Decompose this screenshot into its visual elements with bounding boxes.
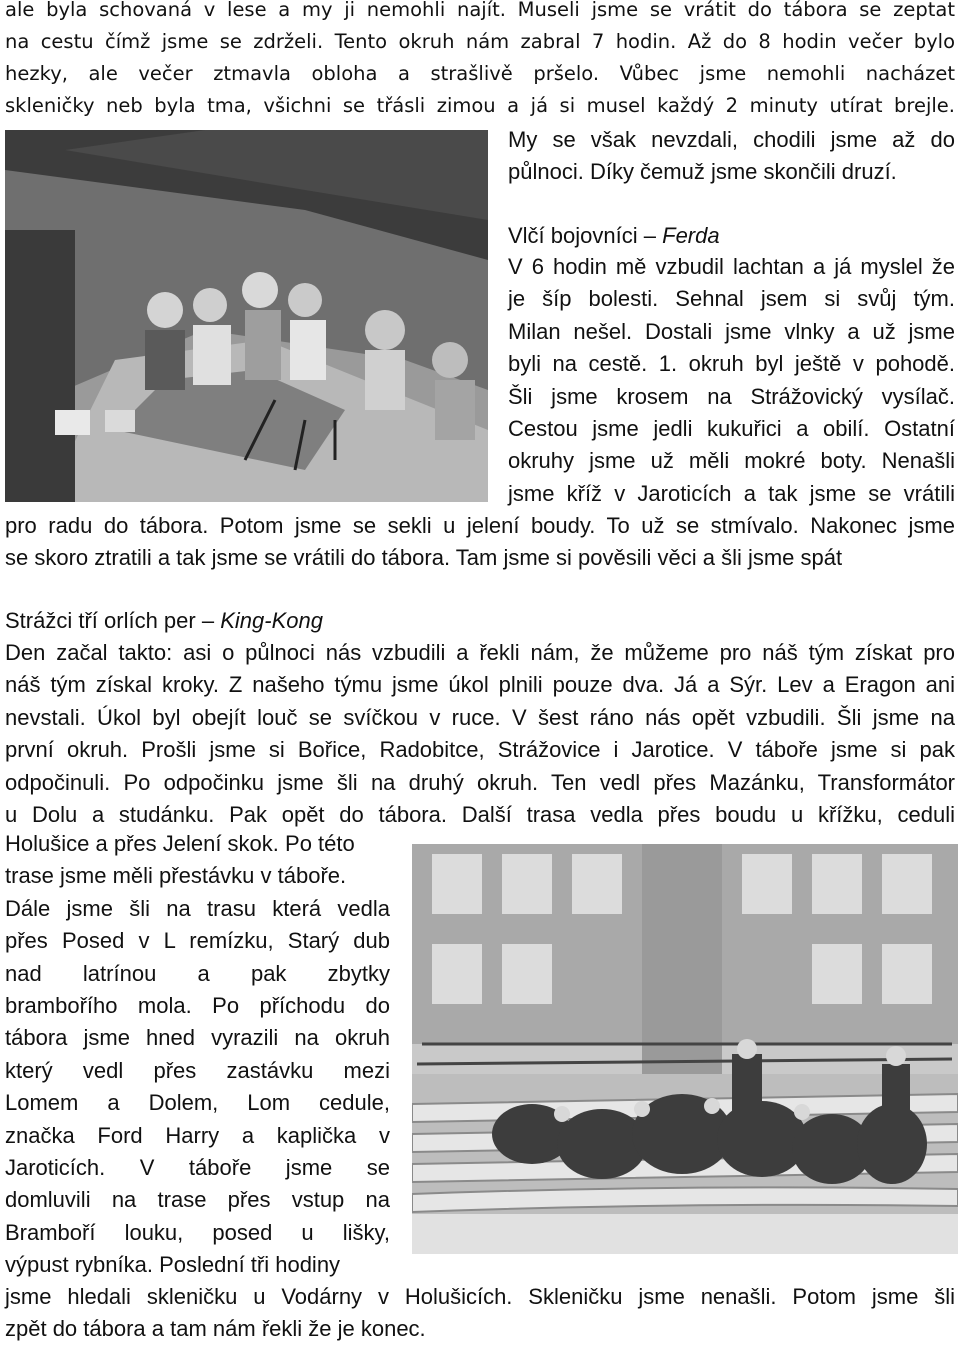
text-line: Cestou jsme jedli kukuřici a obilí. Ostatní: [508, 416, 955, 442]
text-line: Bramboří louku, posed u lišky,: [5, 1219, 390, 1245]
text-line: trase jsme měli přestávku v táboře.: [5, 863, 347, 889]
tent-photo: [5, 130, 488, 502]
text-line: skleničky neb byla tma, všichni se třásli zimou a já si musel každý 2 minuty utírat brejle.: [5, 94, 955, 117]
text-line: který vedl přes zastávku mezi: [5, 1057, 390, 1083]
text-line: jsme hledali skleničku u Vodárny v Holušicích. Skleničku jsme nenašli. Potom jsme šli: [5, 1284, 955, 1309]
text-line: zpět do tábora a tam nám řekli že je konec.: [5, 1316, 426, 1342]
text-line: Jaroticích. V táboře jsme se: [5, 1155, 390, 1181]
text-line: Šli jsme krosem na Strážovický vysílač.: [508, 383, 955, 409]
text-line: nad latrínou a pak zbytky: [5, 960, 390, 986]
text-line: okruhy jsme už měli mokré boty. Nenašli: [508, 448, 955, 474]
text-line: byli na cestě. 1. okruh byl ještě v pohodě.: [508, 351, 955, 377]
stairs-photo: [412, 844, 958, 1254]
text-line: Holušice a přes Jelení skok. Po této: [5, 831, 355, 856]
side-paragraph: [508, 251, 955, 510]
text-line: se skoro ztratili a tak jsme se vrátili do tábora. Tam jsme si pověsili věci a šli jsme spát: [5, 545, 843, 571]
text-line: Den začal takto: asi o půlnoci nás vzbudili a řekli nám, že můžeme pro náš tým získat pro: [5, 640, 955, 665]
text-line: Milan nešel. Dostali jsme vlnky a už jsme: [508, 318, 955, 344]
team-leader: Ferda: [662, 223, 720, 248]
text-line: pro radu do tábora. Potom jsme se sekli u jelení boudy. To už se stmívalo. Nakonec jsme: [5, 513, 955, 538]
full-paragraph: [5, 637, 955, 831]
text-line: tábora jsme hned vyrazili na okruh: [5, 1025, 390, 1051]
team-leader: King-Kong: [220, 608, 323, 633]
text-line: jsme kříž v Jaroticích a tak jsme se vrátili: [508, 480, 955, 506]
full-paragraph: [5, 510, 955, 575]
text-line: brambořího mola. Po příchodu do: [5, 993, 390, 1019]
side-paragraph: [5, 828, 390, 1282]
heading-dash: –: [201, 608, 215, 633]
text-line: Lomem a Dolem, Lom cedule,: [5, 1090, 390, 1116]
side-paragraph: [508, 124, 955, 189]
text-line: Dále jsme šli na trasu která vedla: [5, 895, 390, 921]
text-line: značka Ford Harry a kaplička v: [5, 1122, 390, 1148]
text-line: výpust rybníka. Poslední tři hodiny: [5, 1252, 341, 1278]
heading-dash: –: [643, 223, 656, 248]
text-line: odpočinuli. Po odpočinku jsme šli na druhý okruh. Ten vedl přes Mazánku, Transformátor: [5, 769, 955, 795]
text-line: My se však nevzdali, chodili jsme až do: [508, 127, 955, 152]
team-heading: [508, 220, 720, 252]
text-line: nevstali. Úkol byl obejít louč se svíčkou v ruce. V šest ráno nás opět vzbudili. Šli jsme na: [5, 704, 955, 730]
text-line: půlnoci. Díky čemuž jsme skončili druzí.: [508, 159, 897, 185]
text-line: na cestu čímž jsme se zdrželi. Tento okruh nám zabral 7 hodin. Až do 8 hodin večer bylo: [5, 30, 955, 53]
text-line: první okruh. Prošli jsme si Bořice, Radobitce, Strážovice i Jarotice. V táboře jsme si pak: [5, 737, 955, 763]
text-line: přes Posed v L remízku, Starý dub: [5, 928, 390, 954]
text-line: V 6 hodin mě vzbudil lachtan a já myslel že: [508, 254, 955, 279]
team-name: Strážci tří orlích per: [5, 608, 196, 633]
full-paragraph: [5, 1281, 955, 1346]
text-line: je šíp bolesti. Sehnal jsem si svůj tým.: [508, 286, 955, 312]
text-line: ale byla schovaná v lese a my ji nemohli najít. Museli jsme se vrátit do tábora se zeptat: [5, 0, 955, 21]
text-line: domluvili na trase přes vstup na: [5, 1187, 390, 1213]
team-name: Vlčí bojovníci: [508, 223, 638, 248]
team-heading: [5, 605, 323, 637]
text-line: u Dolu a studánku. Pak opět do tábora. Další trasa vedla přes boudu u křížku, ceduli: [5, 802, 955, 828]
text-line: hezky, ale večer ztmavla obloha a strašlivě pršelo. Vůbec jsme nemohli nacházet: [5, 62, 955, 85]
text-line: náš tým získal kroky. Z našeho týmu jsme úkol plnili pouze dva. Já a Sýr. Lev a Eragon ani: [5, 672, 955, 698]
